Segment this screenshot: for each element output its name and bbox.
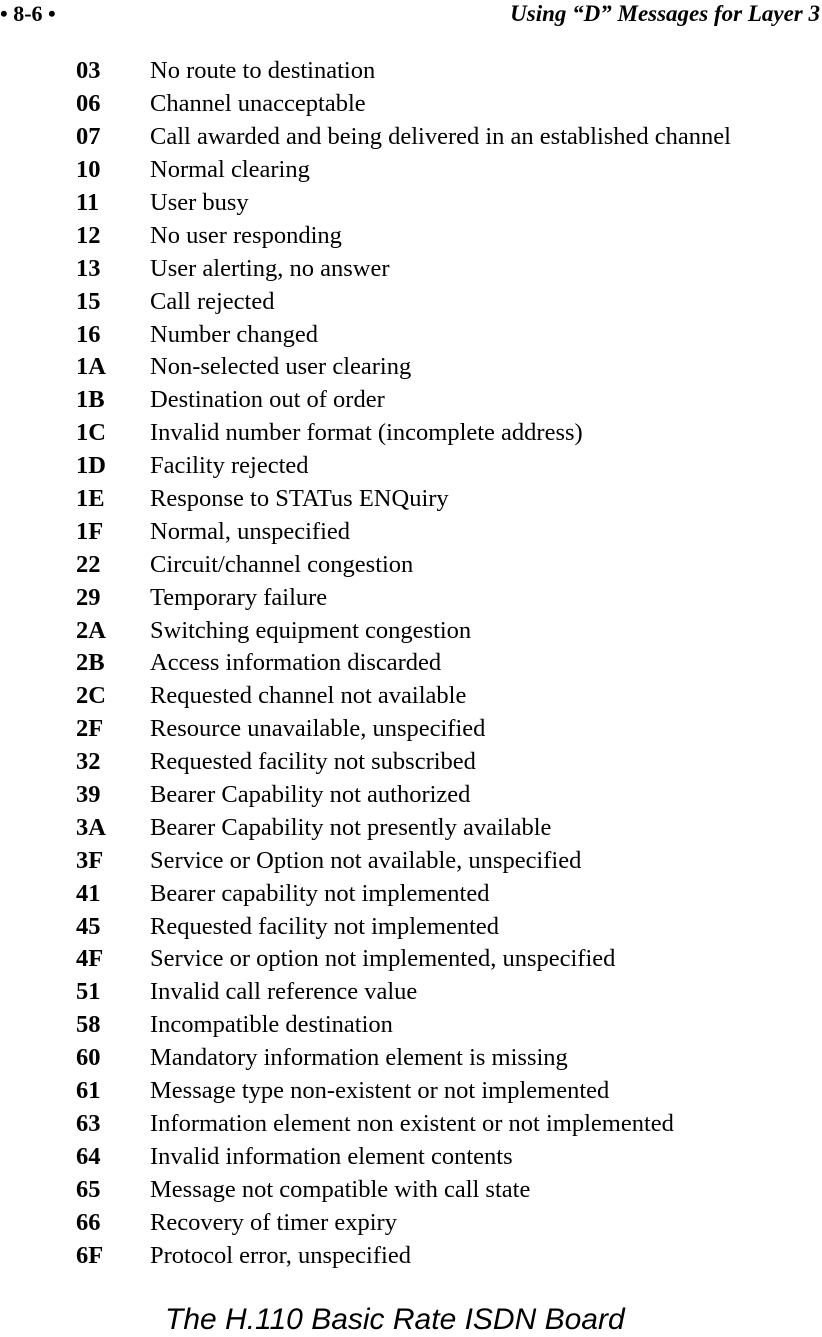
cause-description: Bearer Capability not authorized bbox=[150, 781, 471, 809]
cause-description: Response to STATus ENQuiry bbox=[150, 485, 449, 513]
list-item bbox=[76, 154, 822, 187]
cause-code: 45 bbox=[76, 912, 101, 940]
page-header bbox=[0, 0, 822, 32]
cause-code: 12 bbox=[76, 221, 101, 249]
list-item bbox=[76, 943, 822, 976]
list-item bbox=[76, 450, 822, 483]
cause-description: No route to destination bbox=[150, 57, 376, 85]
cause-code: 4F bbox=[76, 945, 104, 973]
cause-code: 2F bbox=[76, 715, 104, 743]
list-item bbox=[76, 1009, 822, 1042]
cause-description: Normal, unspecified bbox=[150, 517, 351, 545]
cause-description: Information element non existent or not implemented bbox=[150, 1109, 674, 1137]
page-number: • 8-6 • bbox=[0, 1, 56, 26]
cause-description: No user responding bbox=[150, 221, 342, 249]
cause-code: 32 bbox=[76, 748, 101, 776]
cause-code: 22 bbox=[76, 550, 101, 578]
list-item bbox=[76, 384, 822, 417]
cause-description: Mandatory information element is missing bbox=[150, 1044, 568, 1072]
cause-description: Message type non-existent or not implemented bbox=[150, 1077, 610, 1105]
cause-description: Invalid call reference value bbox=[150, 978, 418, 1006]
list-item bbox=[76, 1239, 822, 1272]
cause-description: Incompatible destination bbox=[150, 1011, 393, 1039]
list-item bbox=[76, 285, 822, 318]
cause-code: 3F bbox=[76, 846, 104, 874]
cause-description: Bearer capability not implemented bbox=[150, 879, 490, 907]
cause-description: Call awarded and being delivered in an established channel bbox=[150, 123, 731, 151]
list-item bbox=[76, 417, 822, 450]
cause-code: 11 bbox=[76, 189, 100, 216]
cause-description: Temporary failure bbox=[150, 583, 328, 611]
cause-code: 64 bbox=[76, 1142, 101, 1170]
cause-code: 15 bbox=[76, 287, 101, 315]
list-item bbox=[76, 1173, 822, 1206]
list-item bbox=[76, 1206, 822, 1239]
list-item bbox=[76, 252, 822, 285]
list-item bbox=[76, 1042, 822, 1075]
cause-description: Non-selected user clearing bbox=[150, 353, 412, 381]
cause-code: 3A bbox=[76, 813, 106, 841]
cause-description: Protocol error, unspecified bbox=[150, 1241, 411, 1269]
cause-code: 1D bbox=[76, 452, 106, 480]
cause-code: 2B bbox=[76, 649, 105, 677]
cause-description: Call rejected bbox=[150, 287, 275, 315]
cause-code: 39 bbox=[76, 781, 101, 809]
cause-code: 16 bbox=[76, 320, 101, 348]
cause-code: 06 bbox=[76, 90, 101, 118]
cause-description: Destination out of order bbox=[150, 386, 385, 414]
cause-description: Service or Option not available, unspecified bbox=[150, 846, 582, 874]
cause-code: 2C bbox=[76, 682, 106, 710]
cause-code: 60 bbox=[76, 1044, 101, 1072]
cause-code: 63 bbox=[76, 1109, 101, 1137]
cause-description: Resource unavailable, unspecified bbox=[150, 715, 486, 743]
list-item bbox=[76, 351, 822, 384]
list-item bbox=[76, 515, 822, 548]
cause-code: 07 bbox=[76, 123, 101, 151]
cause-description: Channel unacceptable bbox=[150, 90, 366, 118]
cause-description: Invalid information element contents bbox=[150, 1142, 513, 1170]
list-item bbox=[76, 1075, 822, 1108]
cause-code: 66 bbox=[76, 1208, 101, 1236]
cause-code: 13 bbox=[76, 254, 101, 282]
list-item bbox=[76, 811, 822, 844]
cause-description: Switching equipment congestion bbox=[150, 616, 472, 644]
cause-code: 29 bbox=[76, 583, 101, 611]
cause-code: 1E bbox=[76, 485, 105, 513]
cause-description: Facility rejected bbox=[150, 452, 309, 480]
cause-description: Circuit/channel congestion bbox=[150, 550, 414, 578]
cause-code: 51 bbox=[76, 978, 101, 1006]
cause-code: 1A bbox=[76, 353, 106, 381]
cause-code: 03 bbox=[76, 57, 101, 85]
cause-code: 1B bbox=[76, 386, 105, 414]
cause-code: 65 bbox=[76, 1175, 101, 1203]
cause-description: Recovery of timer expiry bbox=[150, 1208, 397, 1236]
cause-description: Service or option not implemented, unspecified bbox=[150, 945, 616, 973]
list-item bbox=[76, 483, 822, 516]
cause-description: Number changed bbox=[150, 320, 319, 348]
list-item bbox=[76, 746, 822, 779]
list-item bbox=[76, 1140, 822, 1173]
list-item bbox=[76, 187, 822, 220]
cause-description: Bearer Capability not presently available bbox=[150, 813, 552, 841]
cause-code: 10 bbox=[76, 156, 101, 184]
cause-code: 1F bbox=[76, 517, 104, 545]
cause-description: Requested channel not available bbox=[150, 682, 467, 710]
cause-code: 2A bbox=[76, 616, 106, 644]
cause-description: User busy bbox=[150, 189, 249, 216]
list-item bbox=[76, 779, 822, 812]
cause-description: Access information discarded bbox=[150, 649, 442, 677]
section-title: Using “D” Messages for Layer 3 bbox=[510, 1, 820, 26]
list-item bbox=[76, 844, 822, 877]
cause-description: Requested facility not implemented bbox=[150, 912, 500, 940]
list-item bbox=[76, 581, 822, 614]
cause-description: User alerting, no answer bbox=[150, 254, 390, 282]
list-item bbox=[76, 976, 822, 1009]
list-item bbox=[76, 219, 822, 252]
page-footer: The H.110 Basic Rate ISDN Board bbox=[165, 1303, 625, 1336]
list-item bbox=[76, 910, 822, 943]
list-item bbox=[76, 713, 822, 746]
cause-code: 41 bbox=[76, 879, 101, 907]
list-item bbox=[76, 121, 822, 154]
list-item bbox=[76, 877, 822, 910]
cause-description: Invalid number format (incomplete address) bbox=[150, 419, 583, 447]
cause-code: 61 bbox=[76, 1077, 101, 1105]
list-item bbox=[76, 88, 822, 121]
list-item bbox=[76, 680, 822, 713]
list-item bbox=[76, 647, 822, 680]
cause-code-list bbox=[76, 55, 822, 1272]
list-item bbox=[76, 548, 822, 581]
cause-code: 6F bbox=[76, 1241, 104, 1269]
cause-description: Requested facility not subscribed bbox=[150, 748, 476, 776]
cause-code: 1C bbox=[76, 419, 106, 447]
list-item bbox=[76, 55, 822, 88]
cause-description: Message not compatible with call state bbox=[150, 1175, 531, 1203]
cause-description: Normal clearing bbox=[150, 156, 310, 184]
list-item bbox=[76, 1108, 822, 1141]
list-item bbox=[76, 318, 822, 351]
list-item bbox=[76, 614, 822, 647]
cause-code: 58 bbox=[76, 1011, 101, 1039]
